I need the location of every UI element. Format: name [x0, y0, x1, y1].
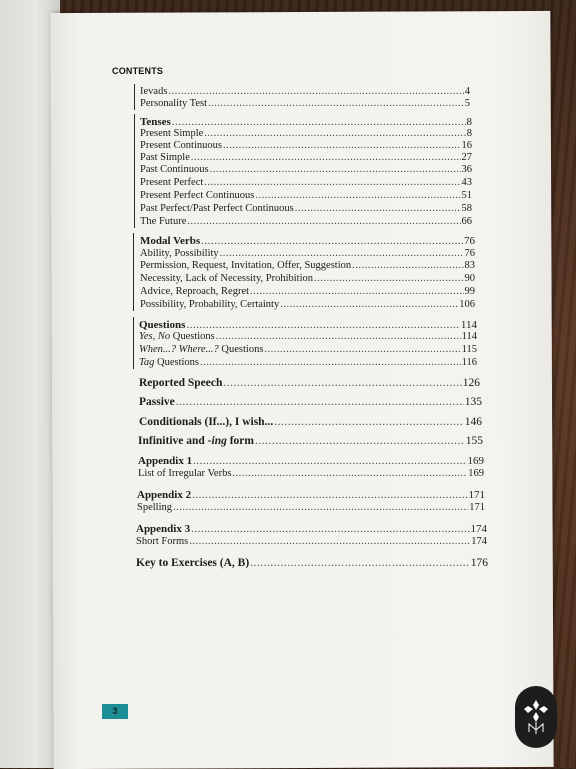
- toc-entry-label: Past Continuous: [140, 164, 209, 175]
- toc-page-number: 66: [461, 216, 472, 227]
- toc-entry-label: Reported Speech: [139, 377, 223, 389]
- toc-entry-label: When...? Where...? Questions: [139, 344, 264, 355]
- leader-dots: [232, 468, 467, 480]
- toc-entry-label: Short Forms: [136, 536, 189, 547]
- section-rule: [134, 114, 135, 228]
- leader-dots: [250, 286, 463, 298]
- toc-entry: [139, 344, 477, 356]
- toc-entry-label: Past Perfect/Past Perfect Continuous: [140, 203, 294, 214]
- toc-entry: [137, 502, 485, 514]
- toc-page-number: 174: [471, 536, 487, 547]
- toc-page-number: 126: [462, 377, 480, 389]
- toc-section-heading: [140, 235, 475, 247]
- toc-entry-label: Present Continuous: [140, 140, 222, 151]
- leader-dots: [193, 455, 466, 467]
- toc-entry: [140, 273, 475, 285]
- toc-entry-label: Yes, No Questions: [139, 331, 215, 342]
- toc-entry: [139, 331, 477, 343]
- toc-entry: [140, 248, 475, 260]
- toc-entry-label: Modal Verbs: [140, 235, 201, 247]
- toc-entry-label: Necessity, Lack of Necessity, Prohibition: [140, 273, 314, 284]
- toc-page-number: 171: [468, 489, 485, 501]
- toc-entry-label: Infinitive and -ing form: [138, 435, 254, 447]
- toc-entry: [140, 152, 472, 164]
- contents-heading: CONTENTS: [112, 66, 164, 76]
- leader-dots: [220, 248, 464, 260]
- leader-dots: [186, 319, 459, 331]
- toc-entry-label: Spelling: [137, 502, 173, 513]
- toc-page-number: 76: [464, 248, 475, 259]
- toc-section-heading: [139, 416, 482, 428]
- toc-entry: [140, 260, 475, 272]
- leader-dots: [191, 523, 469, 535]
- toc-page-number: 83: [464, 260, 475, 271]
- toc-entry-label: Questions: [139, 319, 186, 331]
- toc-page-number: 5: [464, 98, 470, 109]
- watermark-logo-icon: [515, 686, 557, 748]
- leader-dots: [223, 377, 461, 389]
- toc-page-number: 176: [470, 557, 488, 569]
- leader-dots: [255, 435, 465, 447]
- toc-page-number: 4: [464, 86, 470, 97]
- leader-dots: [189, 536, 470, 548]
- toc-entry: [140, 98, 470, 110]
- toc-page-number: 114: [461, 331, 477, 342]
- toc-section-heading: [138, 455, 484, 467]
- toc-page-number: 36: [461, 164, 472, 175]
- toc-entry: [140, 177, 472, 189]
- toc-entry: [140, 128, 472, 140]
- toc-page-number: 146: [464, 416, 482, 428]
- leader-dots: [208, 98, 464, 110]
- toc-entry-label: Present Simple: [140, 128, 204, 139]
- toc-section-heading: [137, 489, 485, 501]
- leader-dots: [274, 416, 464, 428]
- leader-dots: [172, 116, 466, 128]
- leader-dots: [192, 489, 467, 501]
- toc-page-number: 135: [464, 396, 482, 408]
- toc-entry: [140, 216, 472, 228]
- toc-entry: [140, 299, 475, 311]
- leader-dots: [176, 396, 464, 408]
- toc-page-number: 155: [465, 435, 483, 447]
- leader-dots: [210, 164, 461, 176]
- toc-section-heading: [139, 377, 480, 389]
- toc-section-heading: [138, 435, 483, 447]
- toc-page-number: 16: [461, 140, 472, 151]
- toc-entry-label: Present Perfect: [140, 177, 204, 188]
- toc-entry-label: Conditionals (If...), I wish...: [139, 416, 274, 428]
- toc-page-number: 169: [468, 468, 484, 479]
- toc-entry-label: Ability, Possibility: [140, 248, 219, 259]
- toc-page-number: 115: [461, 344, 477, 355]
- toc-entry-label: Appendix 1: [138, 455, 193, 467]
- toc-page-number: 8: [466, 128, 472, 139]
- toc-page-number: 99: [464, 286, 475, 297]
- toc-entry-label: Personality Test: [140, 98, 208, 109]
- toc-entry: [136, 536, 487, 548]
- toc-entry: [139, 357, 477, 369]
- leader-dots: [173, 502, 468, 514]
- toc-section-heading: [139, 396, 482, 408]
- toc-entry-label: Present Perfect Continuous: [140, 190, 255, 201]
- toc-page-number: 174: [470, 523, 487, 535]
- toc-page-number: 171: [469, 502, 485, 513]
- toc-entry-label: The Future: [140, 216, 187, 227]
- leader-dots: [314, 273, 463, 285]
- leader-dots: [200, 357, 461, 369]
- toc-entry-label: Possibility, Probability, Certainty: [140, 299, 280, 310]
- toc-entry-label: Past Simple: [140, 152, 190, 163]
- leader-dots: [295, 203, 461, 215]
- toc-page-number: 58: [461, 203, 472, 214]
- leader-dots: [223, 140, 461, 152]
- section-rule: [134, 84, 135, 110]
- leader-dots: [187, 216, 460, 228]
- leader-dots: [280, 299, 458, 311]
- toc-entry: [140, 86, 470, 98]
- leader-dots: [191, 152, 461, 164]
- leader-dots: [255, 190, 460, 202]
- toc-page-number: 169: [467, 455, 484, 467]
- toc-page-number: 106: [459, 299, 475, 310]
- toc-page-number: 114: [460, 319, 477, 331]
- toc-entry: [140, 164, 472, 176]
- toc-entry: [140, 190, 472, 202]
- toc-page-number: 8: [466, 116, 472, 128]
- toc-entry-label: Key to Exercises (A, B): [136, 557, 250, 569]
- toc-section-heading: [136, 557, 488, 569]
- toc-page-number: 43: [461, 177, 472, 188]
- toc-entry: [140, 140, 472, 152]
- toc-entry-label: Advice, Reproach, Regret: [140, 286, 250, 297]
- toc-section-heading: [140, 116, 472, 128]
- toc-entry-label: Tag Questions: [139, 357, 200, 368]
- toc-entry-label: List of Irregular Verbs: [138, 468, 232, 479]
- toc-entry: [138, 468, 484, 480]
- toc-section-heading: [136, 523, 487, 535]
- toc-page-number: 90: [464, 273, 475, 284]
- toc-entry: [140, 203, 472, 215]
- toc-entry-label: Appendix 2: [137, 489, 192, 501]
- section-rule: [133, 317, 134, 369]
- leader-dots: [352, 260, 463, 272]
- leader-dots: [204, 128, 465, 140]
- leader-dots: [204, 177, 460, 189]
- toc-page-number: 27: [461, 152, 472, 163]
- toc-section-heading: [139, 319, 477, 331]
- leader-dots: [264, 344, 460, 356]
- page-number-badge: 3: [102, 704, 128, 719]
- toc-page-number: 76: [464, 235, 475, 247]
- leader-dots: [216, 331, 461, 343]
- toc-entry-label: Ievads: [140, 86, 168, 97]
- toc-page-number: 116: [461, 357, 477, 368]
- toc-page-number: 51: [461, 190, 472, 201]
- toc-entry-label: Passive: [139, 396, 175, 408]
- leader-dots: [168, 86, 463, 98]
- toc-entry-label: Tenses: [140, 116, 171, 128]
- toc-entry-label: Appendix 3: [136, 523, 191, 535]
- leader-dots: [201, 235, 463, 247]
- toc-entry: [140, 286, 475, 298]
- section-rule: [133, 233, 134, 311]
- leader-dots: [250, 557, 470, 569]
- toc-entry-label: Permission, Request, Invitation, Offer, Suggestion: [140, 260, 352, 271]
